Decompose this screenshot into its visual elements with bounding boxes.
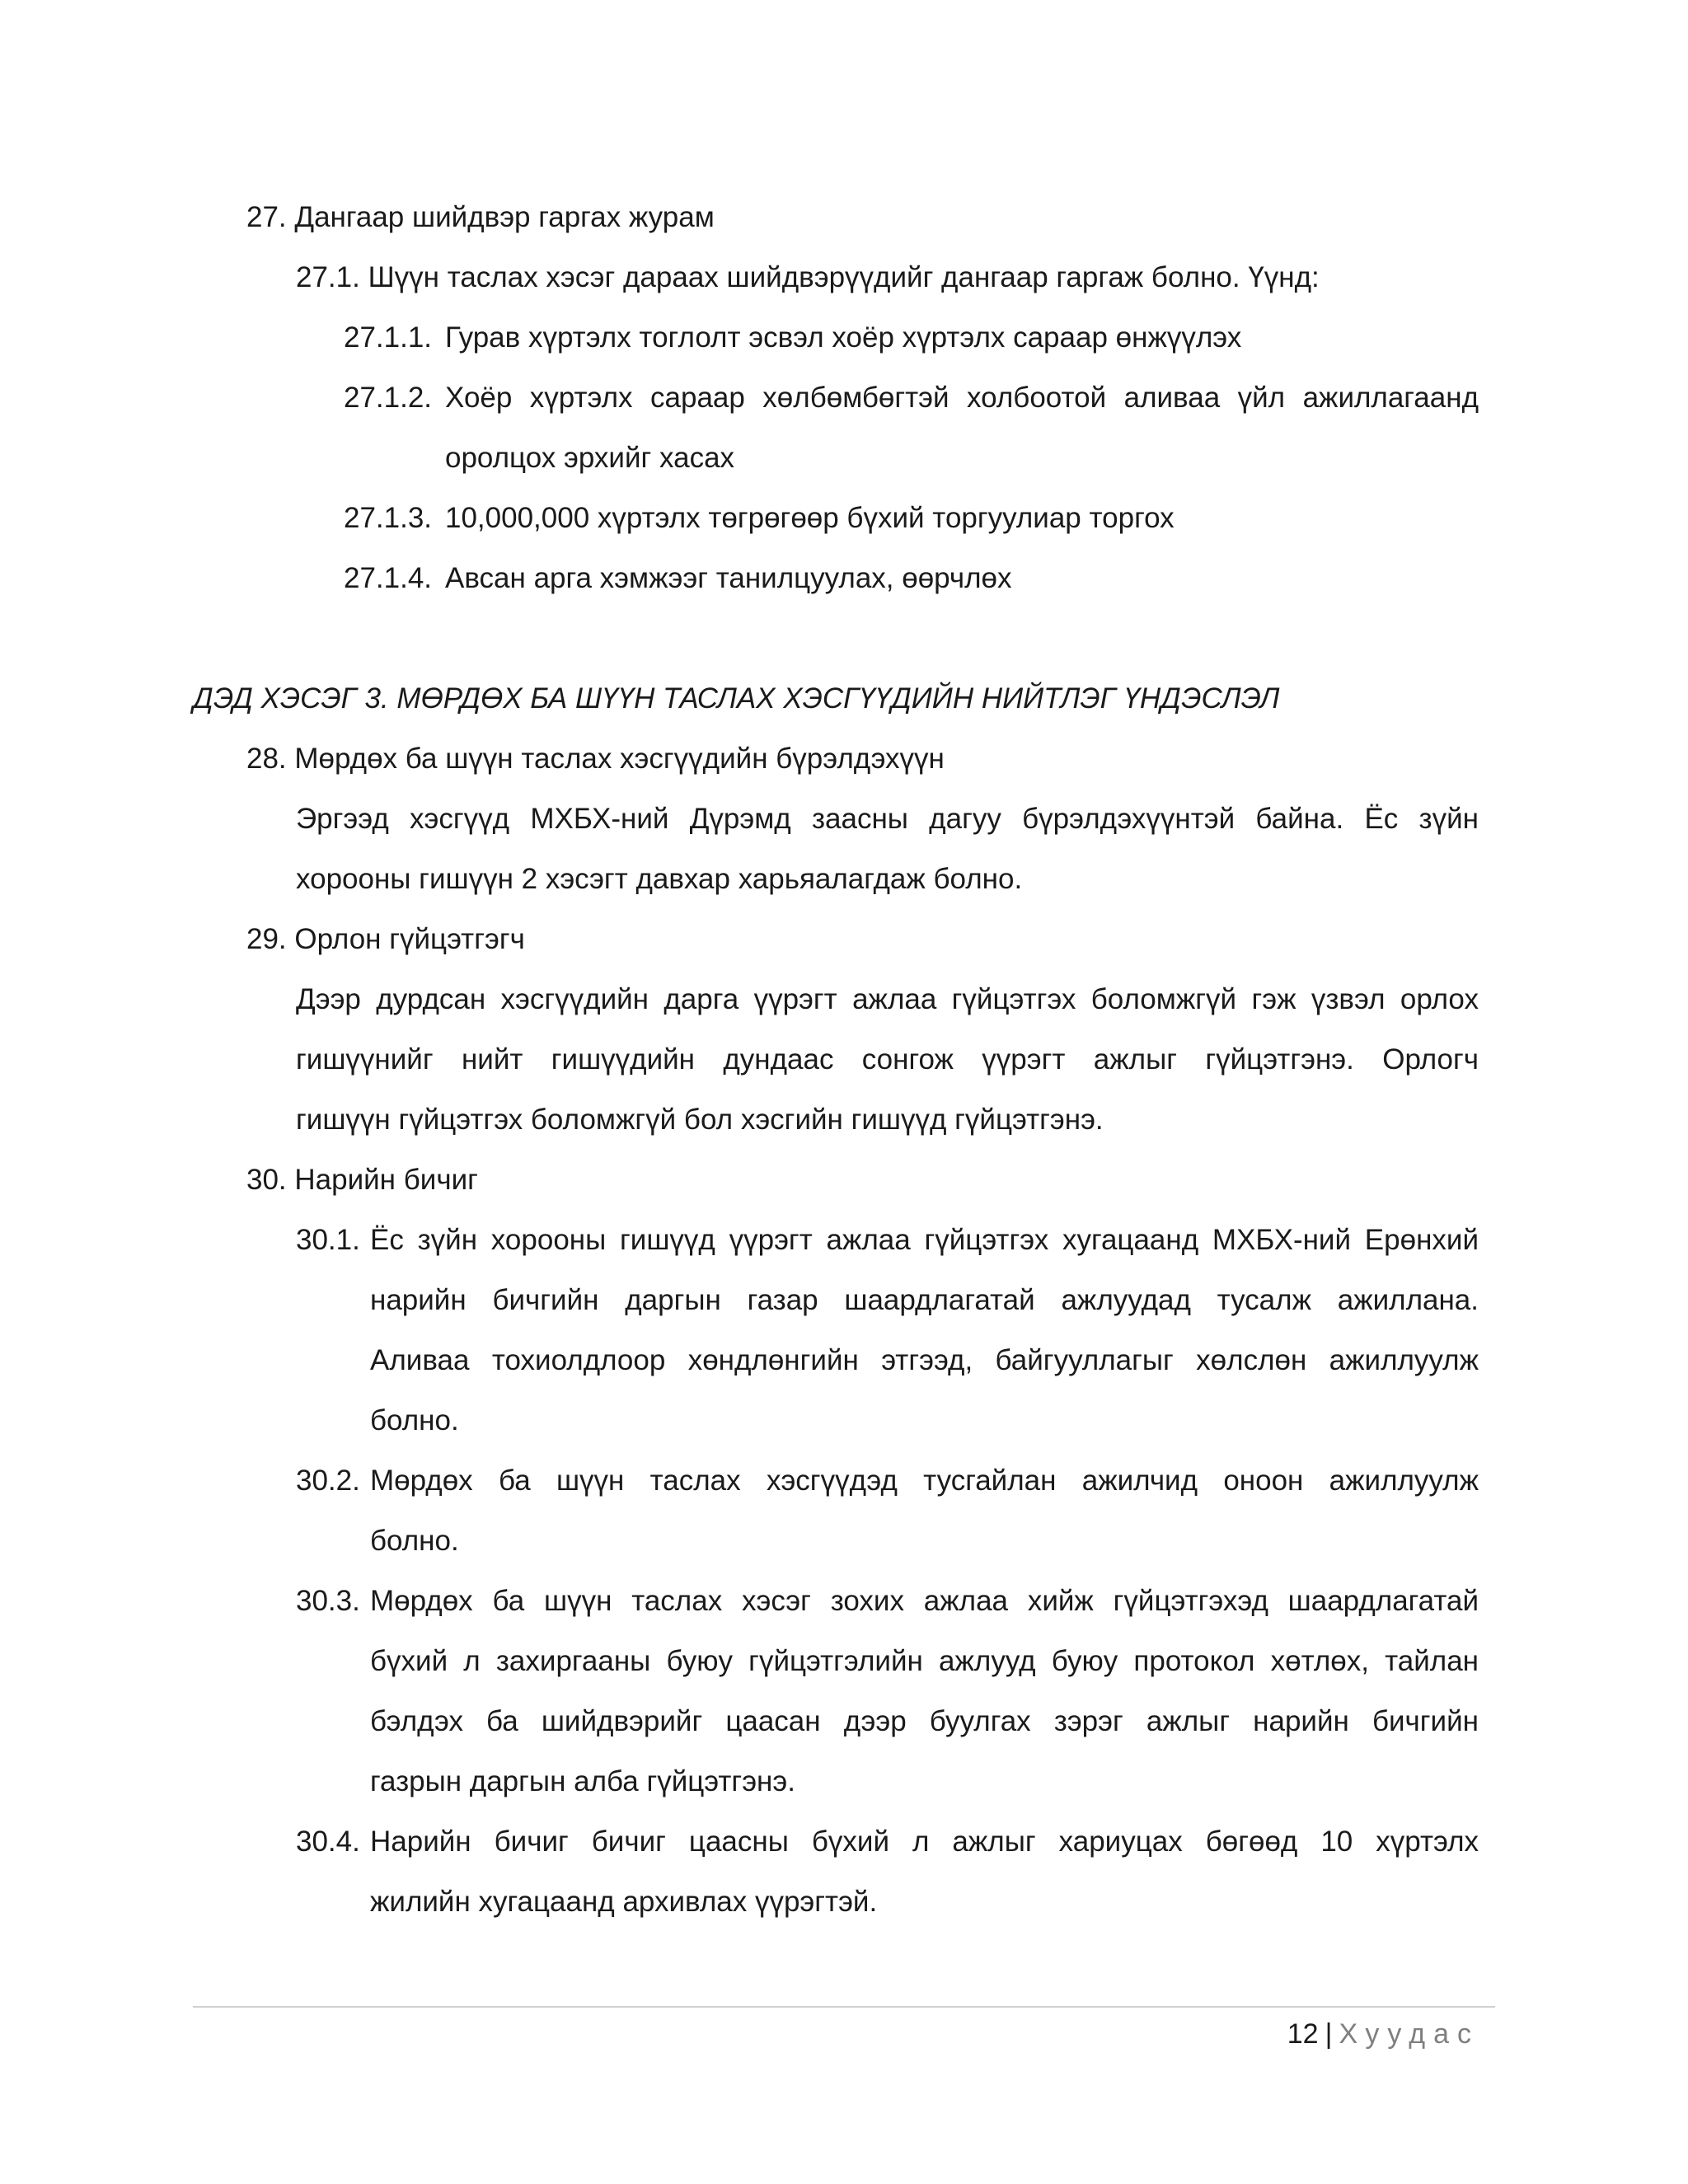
paragraph-line: хорооны гишүүн 2 хэсэгт давхар харьяалагдаж болно. <box>296 863 1023 895</box>
page-footer <box>1287 2011 1479 2057</box>
item-text: бүхий л захиргааны буюу гүйцэтгэлийн ажлууд буюу протокол хөтлөх, тайлан <box>370 1645 1479 1677</box>
paragraph-line: гишүүнийг нийт гишүүдийн дундаас сонгож үүрэгт ажлыг гүйцэтгэнэ. Орлогч <box>296 1043 1479 1076</box>
paragraph-line: Дээр дурдсан хэсгүүдийн дарга үүрэгт ажлаа гүйцэтгэх боломжгүй гэж үзвэл орлох <box>296 983 1479 1015</box>
item-text: болно. <box>370 1525 459 1557</box>
item-text: бэлдэх ба шийдвэрийг цаасан дээр буулгах зэрэг ажлыг нарийн бичгийн <box>370 1705 1479 1737</box>
item-text: Хоёр хүртэлх сараар хөлбөмбөгтэй холбоотой аливаа үйл ажиллагаанд <box>445 382 1479 414</box>
item-number: 27.1.3. <box>344 502 433 534</box>
item-text: нарийн бичгийн даргын газар шаардлагатай ажлуудад тусалж ажиллана. <box>370 1284 1479 1316</box>
article-28-title: 28. Мөрдөх ба шүүн таслах хэсгүүдийн бүрэлдэхүүн <box>246 743 945 775</box>
item-number: 30.1. <box>296 1224 360 1256</box>
footer-separator: | <box>1325 2018 1333 2050</box>
article-29-title: 29. Орлон гүйцэтгэгч <box>246 923 525 955</box>
item-text: болно. <box>370 1404 459 1436</box>
item-text: Мөрдөх ба шүүн таслах хэсгүүдэд тусгайлан ажилчид оноон ажиллуулж <box>370 1465 1479 1497</box>
item-text: жилийн хугацаанд архивлах үүрэгтэй. <box>370 1886 878 1918</box>
item-number: 30.2. <box>296 1465 360 1497</box>
item-number: 27.1.2. <box>344 382 433 414</box>
paragraph-line: гишүүн гүйцэтгэх боломжгүй бол хэсгийн гишүүд гүйцэтгэнэ. <box>296 1104 1104 1136</box>
article-27-1: 27.1. Шүүн таслах хэсэг дараах шийдвэрүүдийг дангаар гаргаж болно. Үүнд: <box>296 261 1320 293</box>
article-27-title: 27. Дангаар шийдвэр гаргах журам <box>246 201 715 233</box>
item-text: Гурав хүртэлх тоглолт эсвэл хоёр хүртэлх сараар өнжүүлэх <box>445 321 1242 354</box>
page-label: Хуудас <box>1339 2018 1479 2050</box>
item-text: 10,000,000 хүртэлх төгрөгөөр бүхий торгуулиар торгох <box>445 502 1175 534</box>
item-text: Ёс зүйн хорооны гишүүд үүрэгт ажлаа гүйцэтгэх хугацаанд МХБХ-ний Ерөнхий <box>370 1224 1479 1256</box>
item-text: Нарийн бичиг бичиг цаасны бүхий л ажлыг хариуцах бөгөөд 10 хүртэлх <box>370 1825 1479 1858</box>
item-text: Аливаа тохиолдлоор хөндлөнгийн этгээд, байгууллагыг хөлслөн ажиллуулж <box>370 1344 1479 1376</box>
item-text-continuation: оролцох эрхийг хасах <box>445 442 735 474</box>
item-text: газрын даргын алба гүйцэтгэнэ. <box>370 1765 795 1797</box>
item-text: Мөрдөх ба шүүн таслах хэсэг зохих ажлаа хийж гүйцэтгэхэд шаардлагатай <box>370 1585 1479 1617</box>
paragraph-line: Эргээд хэсгүүд МХБХ-ний Дүрэмд заасны дагуу бүрэлдэхүүнтэй байна. Ёс зүйн <box>296 803 1479 835</box>
section-heading: ДЭД ХЭСЭГ 3. МӨРДӨХ БА ШҮҮН ТАСЛАХ ХЭСГҮҮДИЙН НИЙТЛЭГ ҮНДЭСЛЭЛ <box>193 682 1280 715</box>
article-30-title: 30. Нарийн бичиг <box>246 1164 478 1196</box>
item-number: 30.4. <box>296 1825 360 1858</box>
footer-divider <box>193 2006 1495 2008</box>
item-number: 27.1.4. <box>344 562 433 594</box>
item-text: Авсан арга хэмжээг танилцуулах, өөрчлөх <box>445 562 1012 594</box>
page-number: 12 <box>1287 2018 1319 2050</box>
item-number: 30.3. <box>296 1585 360 1617</box>
item-number: 27.1.1. <box>344 321 433 354</box>
